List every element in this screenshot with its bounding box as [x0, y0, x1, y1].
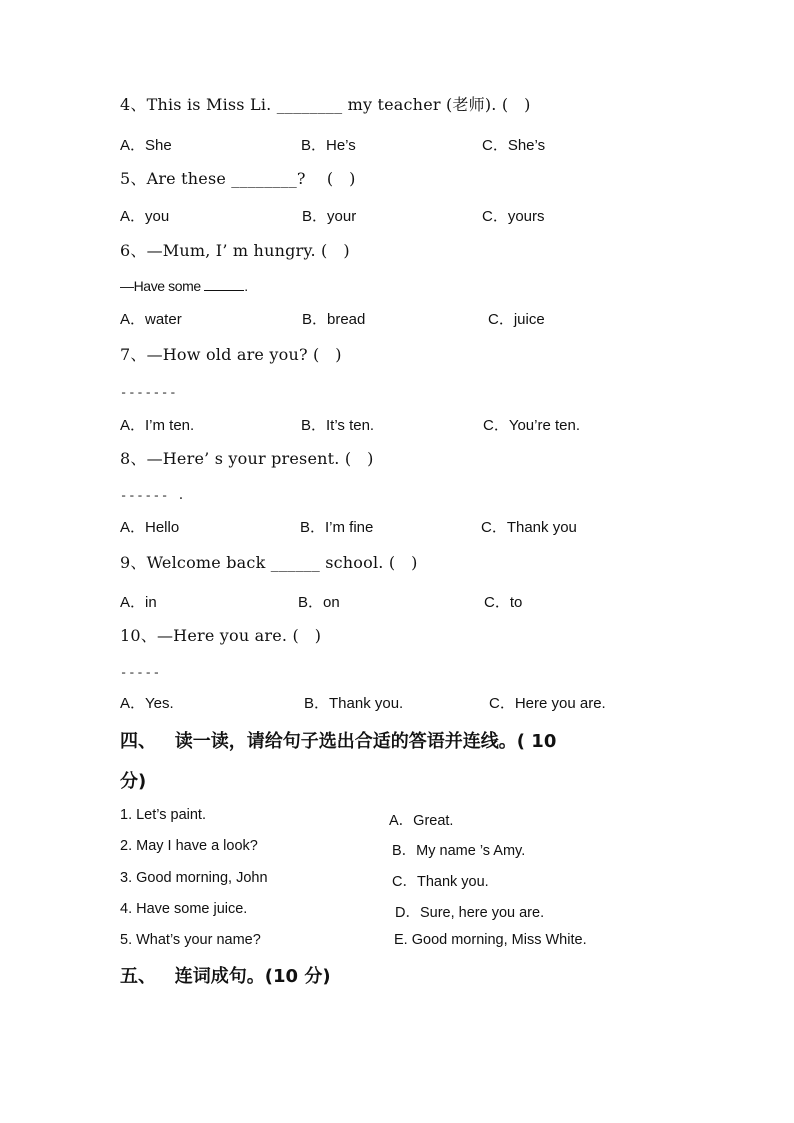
q9-option-a: A．in — [120, 594, 157, 611]
q10-option-a: A．Yes. — [120, 695, 174, 712]
q6-option-b: B．bread — [302, 311, 366, 328]
q6-reply — [120, 276, 248, 294]
section-5-title: 五、 连词成句。(10 分) — [120, 966, 331, 987]
q10-answer-dashes: ----- — [120, 666, 162, 680]
q5-option-a: A．you — [120, 208, 170, 225]
q6-option-a: A．water — [120, 311, 182, 328]
q4-option-c: C．She’s — [482, 137, 546, 154]
question-5-stem: 5、Are these ________? ( ) — [120, 169, 356, 188]
match-left-item: 5. What’s your name? — [120, 932, 261, 948]
match-right-item: B．My name ’s Amy. — [392, 843, 526, 859]
question-8-stem: 8、—Here’ s your present. ( ) — [120, 449, 374, 468]
q4-option-a: A．She — [120, 137, 172, 154]
q9-option-c: C．to — [484, 594, 523, 611]
question-9-stem: 9、Welcome back ______ school. ( ) — [120, 553, 418, 572]
q4-option-b: B．He’s — [301, 137, 356, 154]
section-4-title-continued: 分) — [120, 771, 147, 792]
q5-option-b: B．your — [302, 208, 357, 225]
q7-option-c: C．You’re ten. — [483, 417, 581, 434]
match-left-item: 2. May I have a look? — [120, 838, 258, 854]
match-right-item: D．Sure, here you are. — [395, 905, 545, 921]
q7-answer-dashes: ------- — [120, 386, 178, 400]
q7-option-a: A．I’m ten. — [120, 417, 195, 434]
q6-option-c: C．juice — [488, 311, 545, 328]
question-4-stem: 4、This is Miss Li. ________ my teacher (老师). ( ) — [120, 95, 531, 114]
q8-option-a: A．Hello — [120, 519, 180, 536]
q9-option-b: B．on — [298, 594, 340, 611]
q10-option-c: C．Here you are. — [489, 695, 606, 712]
q8-option-c: C．Thank you — [481, 519, 577, 536]
q7-option-b: B．It’s ten. — [301, 417, 375, 434]
q6-answer-blank — [204, 276, 244, 291]
match-right-item: C．Thank you. — [392, 874, 489, 890]
match-left-item: 1. Let’s paint. — [120, 807, 206, 823]
question-6-stem: 6、—Mum, I’ m hungry. ( ) — [120, 241, 350, 260]
match-right-item: A．Great. — [389, 813, 454, 829]
q10-option-b: B．Thank you. — [304, 695, 404, 712]
q8-option-b: B．I’m fine — [300, 519, 374, 536]
q5-option-c: C．yours — [482, 208, 545, 225]
question-10-stem: 10、—Here you are. ( ) — [120, 626, 322, 645]
match-left-item: 3. Good morning, John — [120, 870, 268, 886]
q8-answer-dashes: ------ . — [120, 489, 186, 503]
q6-reply-text: —Have some — [120, 278, 205, 294]
question-7-stem: 7、—How old are you? ( ) — [120, 345, 342, 364]
section-4-title: 四、 读一读，请给句子选出合适的答语并连线。( 10 — [120, 731, 557, 752]
match-right-item: E. Good morning, Miss White. — [394, 932, 587, 948]
match-left-item: 4. Have some juice. — [120, 901, 248, 917]
q6-reply-end: . — [244, 278, 248, 294]
